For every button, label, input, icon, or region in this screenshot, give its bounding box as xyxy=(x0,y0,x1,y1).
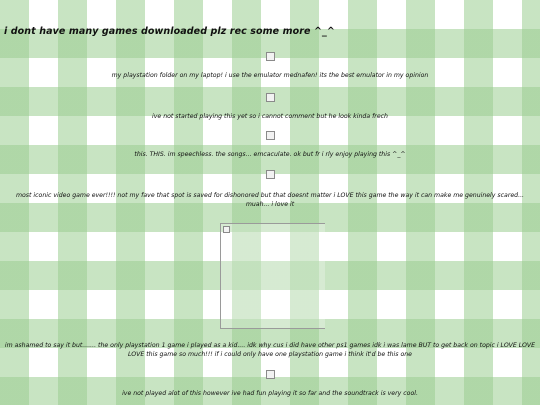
broken-image-icon xyxy=(266,170,275,179)
broken-image-icon xyxy=(223,226,230,233)
entry-caption: my playstation folder on my laptop! i use the emulator mednafen! its the best emulator in my opinion xyxy=(111,72,429,79)
broken-image-icon xyxy=(266,131,275,140)
entry-caption: most iconic video game ever!!!! not my fave that spot is saved for dishonored but that doesnt matter i LOVE this game the way it can make me genuinely scared... muah... i love it xyxy=(15,192,525,208)
game-entry xyxy=(0,131,540,159)
embedded-video-frame[interactable] xyxy=(220,223,325,329)
page-title: i dont have many games downloaded plz rec some more ^_^ xyxy=(4,26,335,37)
entry-caption: im ashamed to say it but....... the only playstation 1 game i played as a kid.... idk why cus i did have other ps1 games idk i was lame BUT to get back on topic i LOVE LOVE LOVE this game so much!!! if i could only have one playstation game i think it'd be this one xyxy=(4,342,536,358)
game-entry xyxy=(0,170,540,209)
game-entry xyxy=(0,370,540,398)
game-entry xyxy=(0,93,540,121)
broken-image-icon xyxy=(266,93,275,102)
entry-caption: this. THIS. im speechless. the songs... emcaculate. ok but fr i rly enjoy playing this ^_^ xyxy=(134,151,406,158)
entry-caption: ive not played alot of this however ive had fun playing it so far and the soundtrack is very cool. xyxy=(122,390,418,397)
broken-image-icon xyxy=(266,370,275,379)
entry-caption: ive not started playing this yet so i cannot comment but he look kinda frech xyxy=(152,113,388,120)
broken-image-icon xyxy=(266,52,275,61)
game-entry xyxy=(0,336,540,359)
game-entry xyxy=(0,52,540,80)
